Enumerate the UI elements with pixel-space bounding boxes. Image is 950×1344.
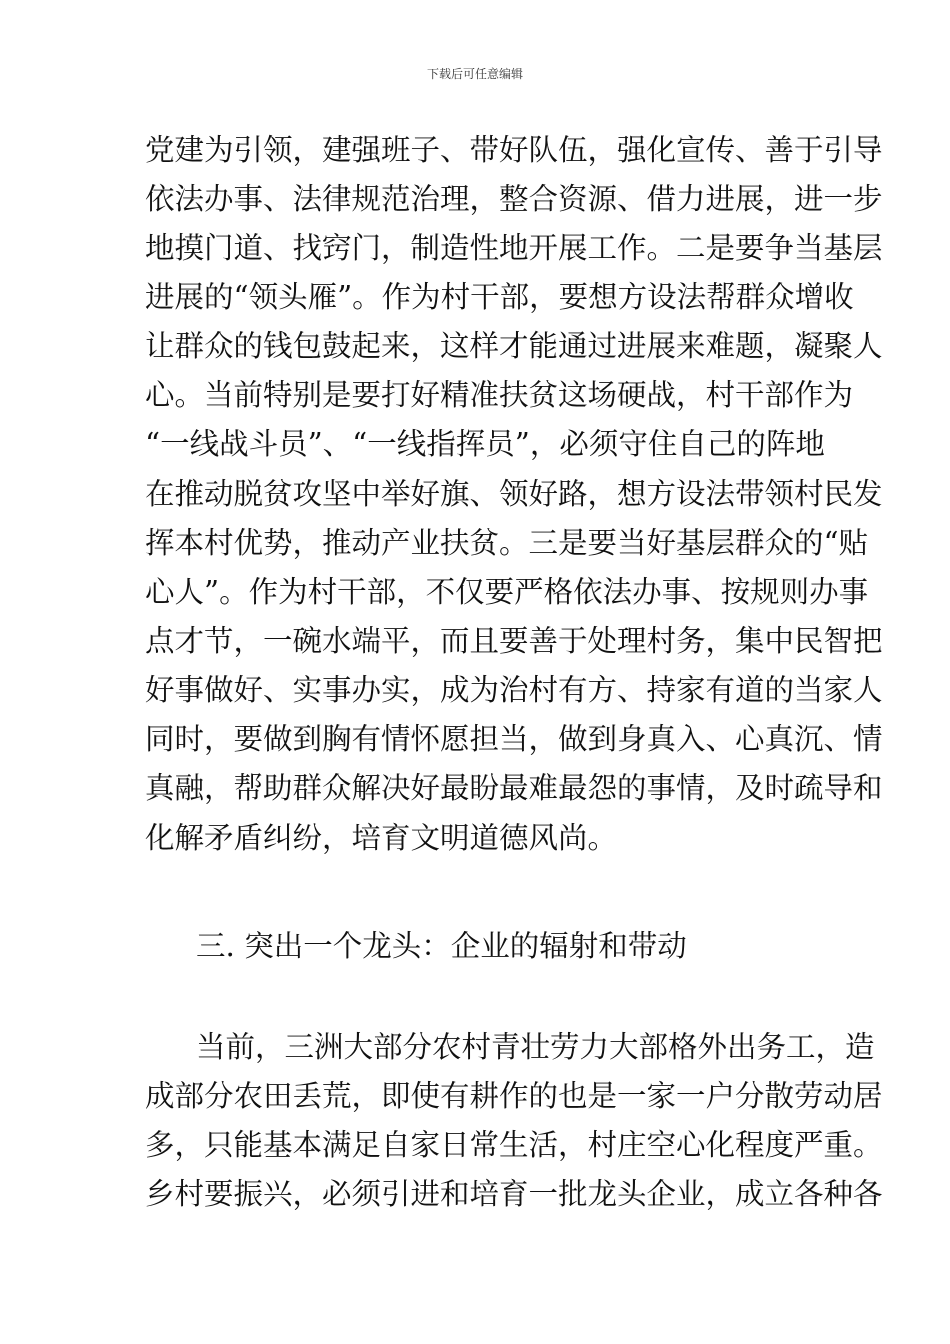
text-line: 当前，三洲大部分农村青壮劳力大部格外出务工，造 [196, 1030, 875, 1064]
text-line: 心人”。作为村干部，不仅要严格依法办事、按规则办事 [145, 575, 869, 609]
text-line: “一线战斗员”、“一线指挥员”，必须守住自己的阵地 [145, 427, 825, 461]
text-line: 点才节，一碗水端平，而且要善于处理村务，集中民智把 [145, 624, 883, 658]
text-line: 心。当前特别是要打好精准扶贫这场硬战，村干部作为 [145, 378, 854, 412]
text-line: 挥本村优势，推动产业扶贫。三是要当好基层群众的“贴 [145, 526, 869, 560]
text-line: 让群众的钱包鼓起来，这样才能通过进展来难题，凝聚人 [145, 329, 883, 363]
text-line: 真融，帮助群众解决好最盼最难最怨的事情，及时疏导和 [145, 771, 883, 805]
text-line: 在推动脱贫攻坚中举好旗、领好路，想方设法带领村民发 [145, 477, 883, 511]
text-line: 进展的“领头雁”。作为村干部，要想方设法帮群众增收 [145, 280, 854, 314]
text-line: 乡村要振兴，必须引进和培育一批龙头企业，成立各种各 [145, 1177, 883, 1211]
text-line: 多，只能基本满足自家日常生活，村庄空心化程度严重。 [145, 1128, 883, 1162]
text-line: 成部分农田丢荒，即使有耕作的也是一家一户分散劳动居 [145, 1079, 883, 1113]
text-line: 地摸门道、找窍门，制造性地开展工作。二是要争当基层 [145, 231, 883, 265]
text-line: 好事做好、实事办实，成为治村有方、持家有道的当家人 [145, 673, 883, 707]
section-heading: 三. 突出一个龙头：企业的辐射和带动 [196, 929, 687, 963]
text-line: 化解矛盾纠纷，培育文明道德风尚。 [145, 821, 618, 855]
text-line: 党建为引领，建强班子、带好队伍，强化宣传、善于引导 [145, 133, 883, 167]
text-line: 同时，要做到胸有情怀愿担当，做到身真入、心真沉、情 [145, 722, 883, 756]
page-header: 下载后可任意编辑 [426, 67, 523, 81]
text-line: 依法办事、法律规范治理，整合资源、借力进展，进一步 [145, 182, 883, 216]
